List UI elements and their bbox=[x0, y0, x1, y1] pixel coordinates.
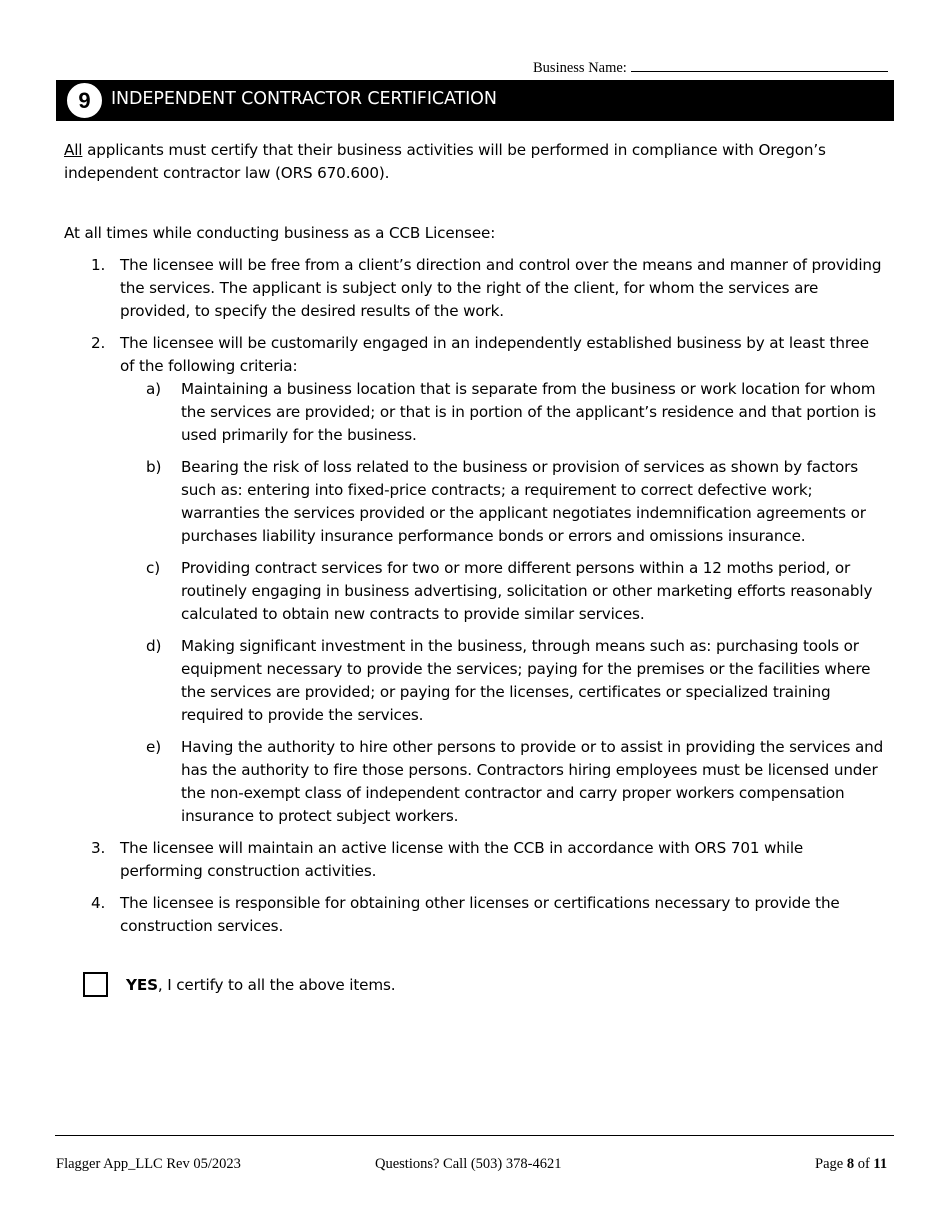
sub-item-letter: e) bbox=[146, 738, 161, 756]
sub-item-text: Having the authority to hire other persons to provide or to assist in providing the services and has the authority to fire those persons. Contractors hiring employees must be licensed under the non-exempt class of independent contractor and carry proper workers compensation insurance to protect subject workers. bbox=[181, 738, 884, 825]
footer-page-number bbox=[815, 1156, 887, 1173]
section-title: INDEPENDENT CONTRACTOR CERTIFICATION bbox=[111, 89, 497, 109]
page-total: 11 bbox=[873, 1156, 888, 1172]
certify-checkbox[interactable] bbox=[83, 972, 108, 997]
sub-item-text: Maintaining a business location that is separate from the business or work location for whom the services are provided; or that is in portion of the applicant’s residence and that portion is used primarily for the business. bbox=[181, 380, 876, 444]
intro-underlined-word: All bbox=[64, 141, 83, 159]
certify-text: , I certify to all the above items. bbox=[157, 976, 396, 994]
sub-item bbox=[120, 378, 884, 447]
certify-label bbox=[126, 974, 395, 997]
page-of: of bbox=[854, 1156, 874, 1172]
footer-contact: Questions? Call (503) 378-4621 bbox=[375, 1156, 562, 1172]
list-item bbox=[64, 254, 884, 323]
list-item bbox=[64, 892, 884, 938]
page-current: 8 bbox=[846, 1156, 855, 1172]
item-text: The licensee will be customarily engaged in an independently established business by at least three of the following criteria: bbox=[120, 334, 869, 375]
business-name-label: Business Name: bbox=[533, 60, 627, 76]
sub-item-letter: b) bbox=[146, 458, 162, 476]
section-header bbox=[56, 80, 894, 121]
sub-item bbox=[120, 635, 884, 727]
intro-text: applicants must certify that their business activities will be performed in compliance with Oregon’s independent contractor law (ORS 670.600). bbox=[64, 141, 826, 182]
sub-item bbox=[120, 736, 884, 828]
lead-sentence: At all times while conducting business as a CCB Licensee: bbox=[64, 224, 496, 242]
item-text: The licensee will be free from a client’s direction and control over the means and manner of providing the services. The applicant is subject only to the right of the client, for whom the services are provided, to specify the desired results of the work. bbox=[120, 256, 882, 320]
list-item bbox=[64, 837, 884, 883]
sub-item-text: Bearing the risk of loss related to the business or provision of services as shown by factors such as: entering into fixed-price contracts; a requirement to correct defective work; warranties the services provided or the applicant negotiates indemnification agreements or purchases liability insurance performance bonds or errors and omissions insurance. bbox=[181, 458, 866, 545]
sub-item-letter: d) bbox=[146, 637, 162, 655]
sub-item-letter: c) bbox=[146, 559, 160, 577]
business-name-field bbox=[533, 57, 888, 77]
sub-item bbox=[120, 557, 884, 626]
item-number: 2. bbox=[91, 334, 106, 352]
page-prefix: Page bbox=[815, 1156, 847, 1172]
sub-item-text: Making significant investment in the business, through means such as: purchasing tools or equipment necessary to provide the services; paying for the premises or the facilities where the services are provided; or paying for the licenses, certificates or specialized training required to provide the services. bbox=[181, 637, 871, 724]
item-number: 1. bbox=[91, 256, 106, 274]
list-item bbox=[64, 332, 884, 828]
sub-item bbox=[120, 456, 884, 548]
business-name-blank[interactable] bbox=[631, 57, 888, 72]
section-number-badge: 9 bbox=[65, 81, 104, 120]
certification-list bbox=[64, 254, 884, 947]
certify-yes: YES bbox=[126, 976, 158, 994]
footer-divider bbox=[55, 1135, 894, 1136]
item-text: The licensee is responsible for obtaining other licenses or certifications necessary to provide the construction services. bbox=[120, 894, 840, 935]
item-text: The licensee will maintain an active license with the CCB in accordance with ORS 701 while performing construction activities. bbox=[120, 839, 804, 880]
item-number: 3. bbox=[91, 839, 106, 857]
criteria-list bbox=[120, 378, 884, 828]
sub-item-letter: a) bbox=[146, 380, 161, 398]
footer-form-revision: Flagger App_LLC Rev 05/2023 bbox=[56, 1156, 241, 1172]
intro-paragraph bbox=[64, 139, 864, 185]
sub-item-text: Providing contract services for two or more different persons within a 12 moths period, or routinely engaging in business advertising, solicitation or other marketing efforts reasonably calculated to obtain new contracts to provide similar services. bbox=[181, 559, 873, 623]
item-number: 4. bbox=[91, 894, 106, 912]
